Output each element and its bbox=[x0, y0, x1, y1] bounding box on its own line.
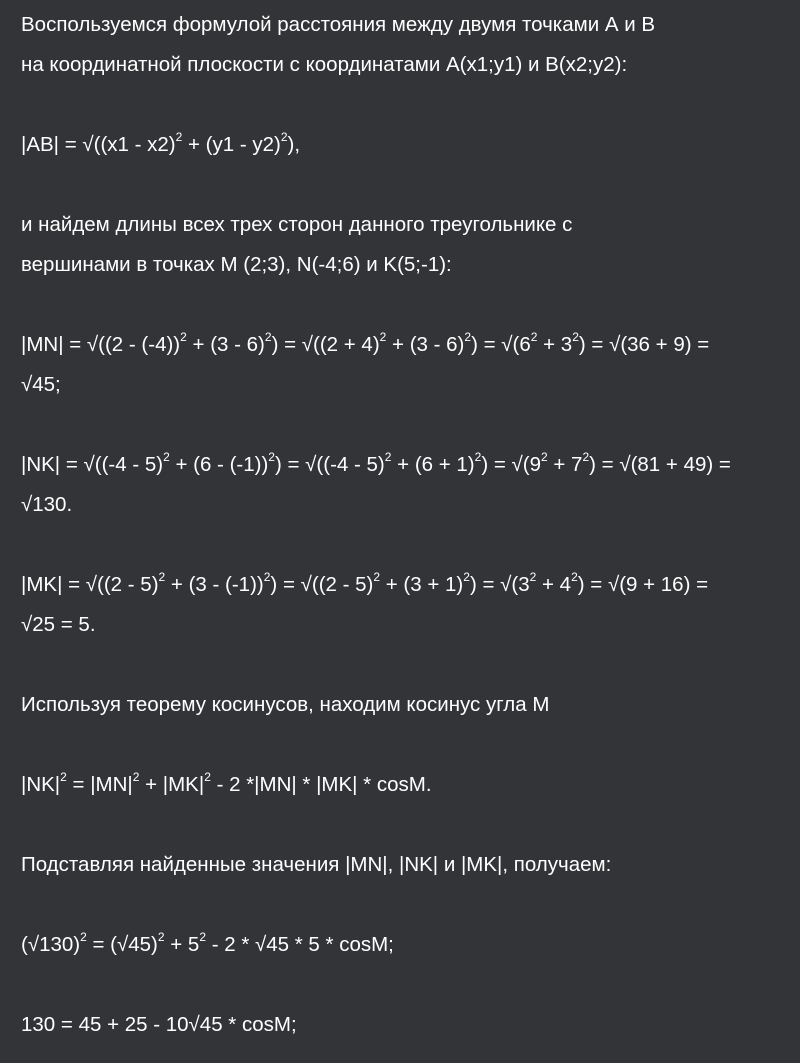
text-line: Воспользуемся формулой расстояния между двумя точками А и В bbox=[21, 13, 656, 36]
blank-line bbox=[21, 405, 778, 445]
superscript-two: 2 bbox=[463, 570, 470, 585]
formula-line: $|MN| = √((2 - (-4))^2 + (3 - 6)^2) = √((2 + 4)^2 + (3 - 6)^2) = √(6^2 + 3^2) = √(36 + 9)$ = bbox=[21, 330, 710, 356]
superscript-two: 2 bbox=[464, 330, 472, 345]
superscript-two: 2 bbox=[529, 570, 537, 585]
text-line: Подставляя найденные значения |MN|, |NK| и |MK|, получаем: bbox=[21, 853, 612, 876]
text-line: вершинами в точках M (2;3), N(-4;6) и K(5;-1): bbox=[21, 253, 452, 276]
superscript-two: 2 bbox=[541, 450, 548, 465]
superscript-two: 2 bbox=[280, 130, 288, 145]
formula-line: 130 = 45 + 25 - 10√45 * cosM; bbox=[21, 1013, 297, 1036]
formula-line: |AB| = √((x1 - x2)$^2$ + (y1 - y2)$^2$), bbox=[21, 130, 301, 156]
blank-line bbox=[21, 805, 778, 845]
formula-line: $|NK|^2 = |MN|^2 + |MK|^2 - 2$ *|MN| * |MK| * cosM. bbox=[21, 770, 432, 796]
formula-line: $(√130)^2 = (√45)^2 + 5^2 - 2 * √45 * 5 * \cos M$; bbox=[21, 930, 394, 956]
superscript-two: 2 bbox=[379, 330, 387, 345]
superscript-two: 2 bbox=[582, 450, 590, 465]
blank-line bbox=[21, 85, 778, 125]
text-line: на координатной плоскости с координатами А(х1;у1) и В(х2;у2): bbox=[21, 53, 628, 76]
blank-line bbox=[21, 965, 778, 1005]
blank-line bbox=[21, 285, 778, 325]
superscript-two: 2 bbox=[474, 450, 482, 465]
superscript-two: 2 bbox=[204, 770, 211, 785]
text-line: Используя теорему косинусов, находим косинус угла М bbox=[21, 693, 550, 716]
superscript-two: 2 bbox=[175, 130, 183, 145]
superscript-two: 2 bbox=[80, 930, 87, 945]
blank-line bbox=[21, 725, 778, 765]
superscript-two: 2 bbox=[60, 770, 67, 785]
blank-line bbox=[21, 885, 778, 925]
blank-line bbox=[21, 525, 778, 565]
blank-line bbox=[21, 645, 778, 685]
text-line: и найдем длины всех трех сторон данного треугольнике с bbox=[21, 213, 573, 236]
formula-line: √25 = 5. bbox=[21, 613, 96, 636]
superscript-two: 2 bbox=[132, 770, 140, 785]
superscript-two: 2 bbox=[530, 330, 538, 345]
superscript-two: 2 bbox=[199, 930, 207, 945]
formula-line: $|NK| = √((-4 - 5)^2 + (6 - (-1))^2) = √((-4 - 5)^2 + (6 + 1)^2) = √(9^2 + 7^2) = √(81 + 49)$ = bbox=[21, 450, 731, 476]
superscript-two: 2 bbox=[373, 570, 381, 585]
formula-line: √130. bbox=[21, 493, 73, 516]
superscript-two: 2 bbox=[263, 570, 271, 585]
superscript-two: 2 bbox=[384, 450, 392, 465]
superscript-two: 2 bbox=[571, 570, 578, 585]
formula-line: $|MK| = √((2 - 5)^2 + (3 - (-1))^2) = √((2 - 5)^2 + (3 + 1)^2) = √(3^2 + 4^2) = √(9 + 16)$ = bbox=[21, 570, 709, 596]
superscript-two: 2 bbox=[268, 450, 275, 465]
superscript-two: 2 bbox=[158, 570, 166, 585]
superscript-two: 2 bbox=[157, 930, 165, 945]
superscript-two: 2 bbox=[180, 330, 187, 345]
superscript-two: 2 bbox=[163, 450, 170, 465]
formula-line: √45; bbox=[21, 373, 61, 396]
superscript-two: 2 bbox=[572, 330, 579, 345]
superscript-two: 2 bbox=[264, 330, 272, 345]
blank-line bbox=[21, 165, 778, 205]
